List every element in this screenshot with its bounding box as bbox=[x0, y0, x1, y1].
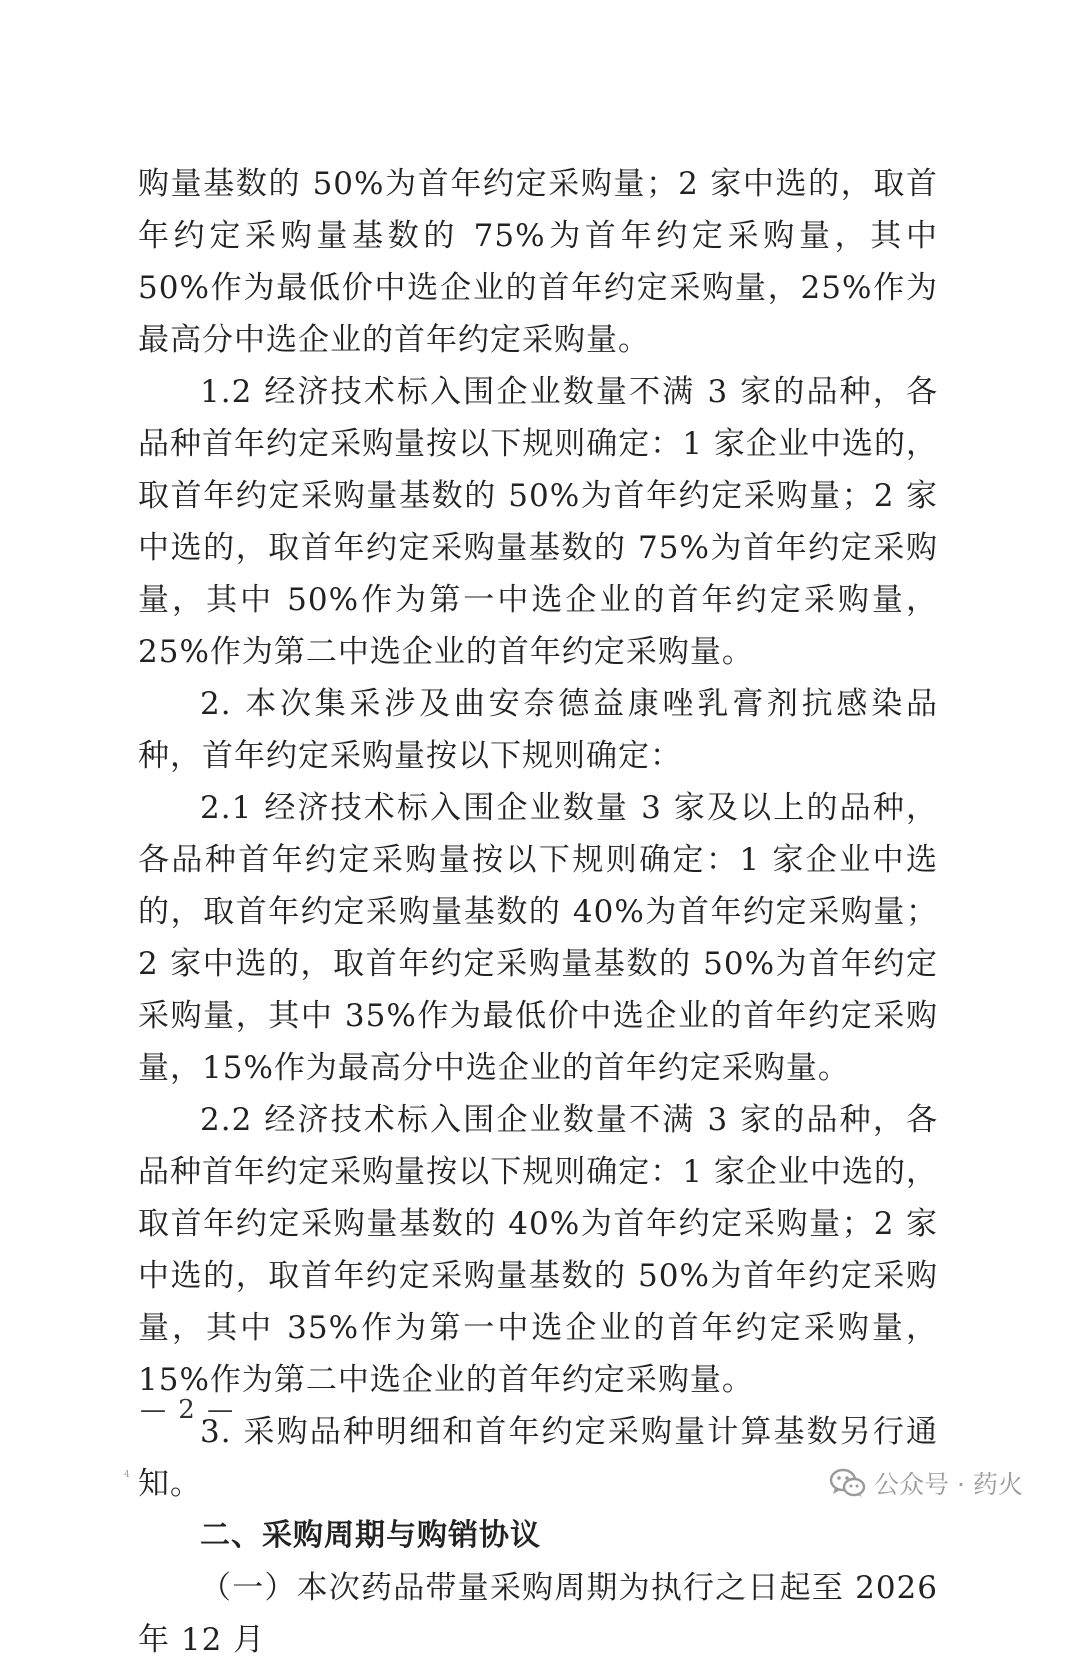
section-heading: 二、采购周期与购销协议 bbox=[200, 1518, 541, 1553]
paragraph-2-1: 2.1 经济技术标入围企业数量 3 家及以上的品种，各品种首年约定采购量按以下规则确定：1 家企业中选的，取首年约定采购量基数的 40%为首年约定采购量；2 家中选的，取首年约定采购量基数的 50%为首年约定采购量，其中 35%作为最低价中选企业的首年约定采购量，15%作为最高分中选企业的首年约定采购量。 bbox=[138, 790, 938, 1086]
page-number: — 2 — bbox=[140, 1395, 236, 1425]
paragraph-2-2: 2.2 经济技术标入围企业数量不满 3 家的品种，各品种首年约定采购量按以下规则确定：1 家企业中选的，取首年约定采购量基数的 40%为首年约定采购量；2 家中选的，取首年约定采购量基数的 50%为首年约定采购量，其中 35%作为第一中选企业的首年约定采购量，15%作为第二中选企业的首年约定采购量。 bbox=[138, 1102, 938, 1398]
watermark-text: 公众号 · 药火 bbox=[874, 1470, 1023, 1499]
paragraph-section-2-1: （一）本次药品带量采购周期为执行之日起至 2026 年 12 月 bbox=[138, 1570, 938, 1658]
paragraph-2: 2. 本次集采涉及曲安奈德益康唑乳膏剂抗感染品种，首年约定采购量按以下规则确定： bbox=[138, 686, 938, 774]
corner-mark: 4 bbox=[124, 1470, 130, 1480]
paragraph-1-2: 1.2 经济技术标入围企业数量不满 3 家的品种，各品种首年约定采购量按以下规则确定：1 家企业中选的，取首年约定采购量基数的 50%为首年约定采购量；2 家中选的，取首年约定采购量基数的 75%为首年约定采购量，其中 50%作为第一中选企业的首年约定采购量，25%作为第二中选企业的首年约定采购量。 bbox=[138, 374, 938, 670]
paragraph-continuation: 购量基数的 50%为首年约定采购量；2 家中选的，取首年约定采购量基数的 75%为首年约定采购量，其中 50%作为最低价中选企业的首年约定采购量，25%作为最高分中选企业的首年约定采购量。 bbox=[138, 166, 938, 358]
wechat-icon bbox=[828, 1467, 866, 1499]
paragraph-3: 3. 采购品种明细和首年约定采购量计算基数另行通知。 bbox=[138, 1414, 938, 1502]
watermark bbox=[828, 1465, 1023, 1501]
document-body bbox=[138, 158, 938, 1666]
